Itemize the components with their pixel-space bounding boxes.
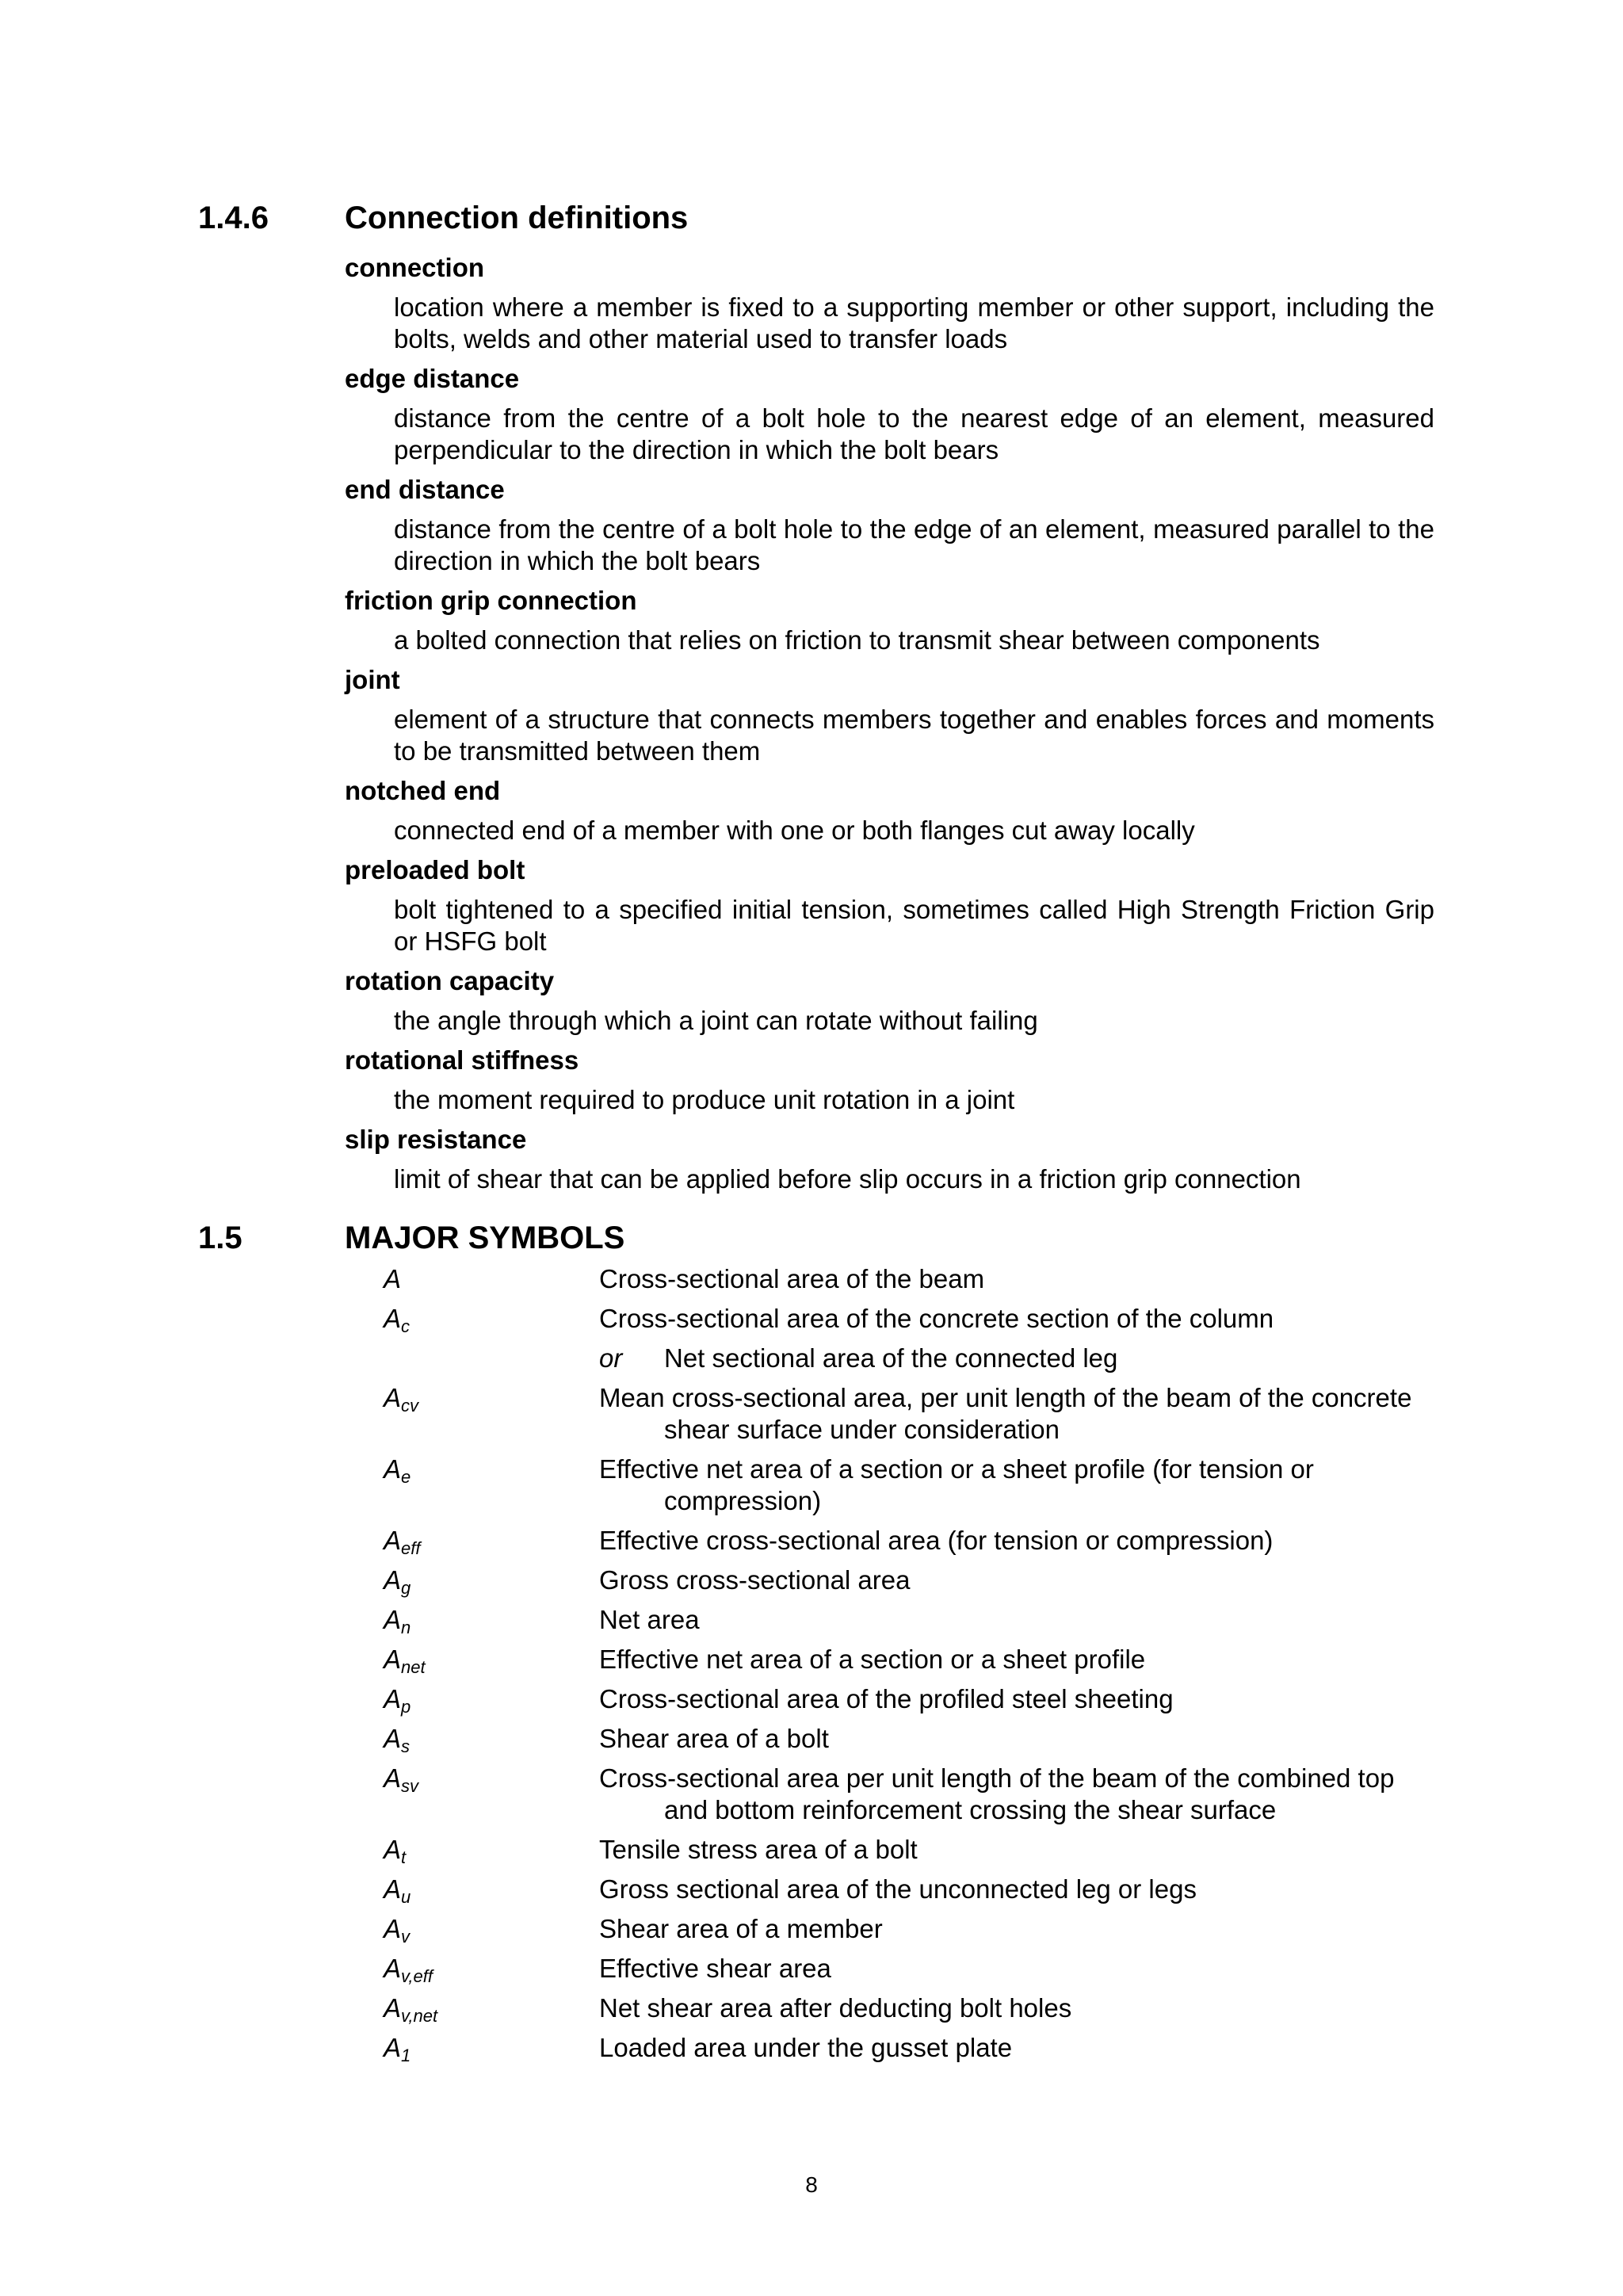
symbol-row [384, 1763, 1434, 1826]
symbol-description [599, 1763, 1434, 1826]
section-title: MAJOR SYMBOLS [345, 1221, 625, 1255]
symbol-description-text: Shear area of a member [599, 1914, 883, 1943]
definition-term: connection [345, 253, 485, 282]
symbol [384, 1564, 411, 1596]
symbol-description [599, 1525, 1434, 1557]
symbol [384, 1382, 418, 1414]
symbol-description [599, 1343, 1434, 1374]
symbol-subscript: 1 [401, 2046, 411, 2065]
symbol [384, 1874, 411, 1905]
symbol-description-text: Effective net area of a section or a sheet profile (for tension or compression) [599, 1454, 1314, 1515]
symbol-description [599, 1303, 1434, 1335]
symbol [384, 1834, 406, 1866]
symbol-base: A [384, 1565, 402, 1595]
definition-text: connected end of a member with one or both flanges cut away locally [394, 816, 1195, 845]
definition-text: location where a member is fixed to a supporting member or other support, including the bolts, welds and other material used to transfer loads [394, 292, 1434, 353]
symbol-description [599, 1874, 1434, 1905]
symbol-base: A [384, 1835, 402, 1864]
symbol-base: A [384, 1684, 402, 1713]
symbol-description [599, 1564, 1434, 1596]
symbol-description [599, 1263, 1434, 1295]
symbol-subscript: sv [401, 1776, 419, 1796]
symbol-row [384, 1604, 1434, 1636]
symbol-subscript: s [401, 1736, 411, 1756]
symbol [384, 1913, 410, 1945]
symbol-base: A [384, 1645, 402, 1674]
definition-term: rotation capacity [345, 966, 555, 995]
symbol-description-text: Mean cross-sectional area, per unit length of the beam of the concrete shear surface under consideration [599, 1383, 1412, 1444]
symbol-subscript: v [401, 1927, 411, 1946]
symbol-row [384, 1723, 1434, 1755]
symbol [384, 1525, 420, 1557]
definition-text: a bolted connection that relies on friction to transmit shear between components [394, 625, 1320, 655]
symbol-subscript: u [401, 1887, 411, 1907]
symbol [384, 1303, 410, 1335]
symbol-description-text: Cross-sectional area of the beam [599, 1264, 985, 1293]
symbol-description-text: Net area [599, 1605, 700, 1634]
symbol-base: A [384, 1383, 402, 1412]
symbol-description [599, 1953, 1434, 1985]
symbol-description [599, 2032, 1434, 2064]
definition-text: distance from the centre of a bolt hole to the edge of an element, measured parallel to the direction in which the bolt bears [394, 514, 1434, 575]
symbol-subscript: v,net [401, 2006, 438, 2026]
symbol-description [599, 1913, 1434, 1945]
definition-text: distance from the centre of a bolt hole to the nearest edge of an element, measured perpendicular to the direction in which the bolt bears [394, 403, 1434, 464]
definition-term: joint [345, 665, 400, 694]
definition-term: friction grip connection [345, 586, 637, 615]
symbol-base: A [384, 1605, 402, 1634]
symbol-description [599, 1723, 1434, 1755]
symbol-base: A [384, 1874, 402, 1904]
symbol [384, 1953, 433, 1985]
symbol [384, 2032, 411, 2064]
symbols-list [384, 1263, 1434, 2072]
symbol-base: A [384, 1993, 402, 2023]
symbol-row [384, 1525, 1434, 1557]
symbol-description-text: Cross-sectional area of the profiled steel sheeting [599, 1684, 1174, 1713]
symbol-description [599, 1454, 1434, 1517]
definition-text: limit of shear that can be applied before slip occurs in a friction grip connection [394, 1164, 1301, 1194]
symbol [384, 1263, 401, 1295]
symbol-description-text: Loaded area under the gusset plate [599, 2033, 1013, 2062]
symbol [384, 1763, 418, 1794]
definition-term: edge distance [345, 364, 520, 393]
symbol-description-text: Cross-sectional area of the concrete section of the column [599, 1304, 1274, 1333]
symbol-description-text: Tensile stress area of a bolt [599, 1835, 918, 1864]
symbol-row [384, 1564, 1434, 1596]
symbol-subscript: e [401, 1467, 411, 1487]
definition-text: bolt tightened to a specified initial tension, sometimes called High Strength Friction Grip or HSFG bolt [394, 895, 1434, 956]
symbol-row [384, 1343, 1434, 1374]
symbol-description-text: Gross sectional area of the unconnected leg or legs [599, 1874, 1197, 1904]
symbol-description-text: Net shear area after deducting bolt holes [599, 1993, 1072, 2023]
definition-text: the moment required to produce unit rotation in a joint [394, 1085, 1015, 1114]
symbol-row [384, 1644, 1434, 1675]
symbol-row [384, 1953, 1434, 1985]
symbol-description [599, 1382, 1434, 1446]
symbol-row [384, 1683, 1434, 1715]
symbol-base: A [384, 1304, 402, 1333]
symbol [384, 1604, 411, 1636]
symbol-subscript: c [401, 1316, 411, 1336]
symbol-subscript: eff [401, 1538, 421, 1558]
definition-text: the angle through which a joint can rotate without failing [394, 1006, 1038, 1035]
symbol-subscript: g [401, 1578, 411, 1598]
symbol-description [599, 1834, 1434, 1866]
symbol-description-text: Effective net area of a section or a sheet profile [599, 1645, 1146, 1674]
symbol-base: A [384, 1914, 402, 1943]
page-number: 8 [805, 2172, 818, 2197]
symbol-row [384, 1874, 1434, 1905]
symbol-subscript: t [401, 1847, 407, 1867]
symbol-row [384, 1454, 1434, 1517]
definition-term: notched end [345, 776, 501, 805]
symbol [384, 1992, 437, 2024]
symbol-subscript: cv [401, 1396, 419, 1415]
section-number: 1.4.6 [198, 201, 269, 235]
symbol-description [599, 1992, 1434, 2024]
symbol-description-text: Effective cross-sectional area (for tension or compression) [599, 1526, 1274, 1555]
definition-term: preloaded bolt [345, 855, 525, 884]
symbol-base: A [384, 1724, 402, 1753]
symbol-base: A [384, 1454, 402, 1484]
definition-text: element of a structure that connects members together and enables forces and moments to be transmitted between them [394, 705, 1434, 766]
definition-term: end distance [345, 475, 505, 504]
symbol-description-text: Net sectional area of the connected leg [664, 1343, 1118, 1373]
symbol [384, 1723, 410, 1755]
symbol [384, 1454, 411, 1485]
symbol-description-text: Gross cross-sectional area [599, 1565, 911, 1595]
symbol-subscript: n [401, 1618, 411, 1637]
symbol-subscript: p [401, 1697, 411, 1717]
symbol-base: A [384, 1526, 402, 1555]
section-number: 1.5 [198, 1221, 242, 1255]
symbol-row [384, 1303, 1434, 1335]
symbol-base: A [384, 1954, 402, 1983]
symbol-subscript: net [401, 1657, 426, 1677]
symbol-row [384, 1834, 1434, 1866]
symbol-description-text: Effective shear area [599, 1954, 831, 1983]
or-label: or [599, 1343, 623, 1373]
symbol-subscript: v,eff [401, 1966, 433, 1986]
symbol-row [384, 1913, 1434, 1945]
definitions-list [345, 252, 1434, 1203]
symbol-base: A [384, 2033, 402, 2062]
symbol-row [384, 1382, 1434, 1446]
symbol-description-text: Shear area of a bolt [599, 1724, 829, 1753]
symbol [384, 1644, 426, 1675]
symbol-description [599, 1683, 1434, 1715]
symbol-row [384, 1992, 1434, 2024]
symbol-row [384, 1263, 1434, 1295]
symbol-row [384, 2032, 1434, 2064]
definition-term: slip resistance [345, 1125, 527, 1154]
section-title: Connection definitions [345, 201, 689, 235]
symbol-base: A [384, 1763, 402, 1793]
symbol-description [599, 1644, 1434, 1675]
definition-term: rotational stiffness [345, 1045, 579, 1075]
symbol-base: A [384, 1264, 402, 1293]
symbol-description [599, 1604, 1434, 1636]
symbol-description-text: Cross-sectional area per unit length of the beam of the combined top and bottom reinforcement crossing the shear surface [599, 1763, 1395, 1824]
symbol [384, 1683, 411, 1715]
